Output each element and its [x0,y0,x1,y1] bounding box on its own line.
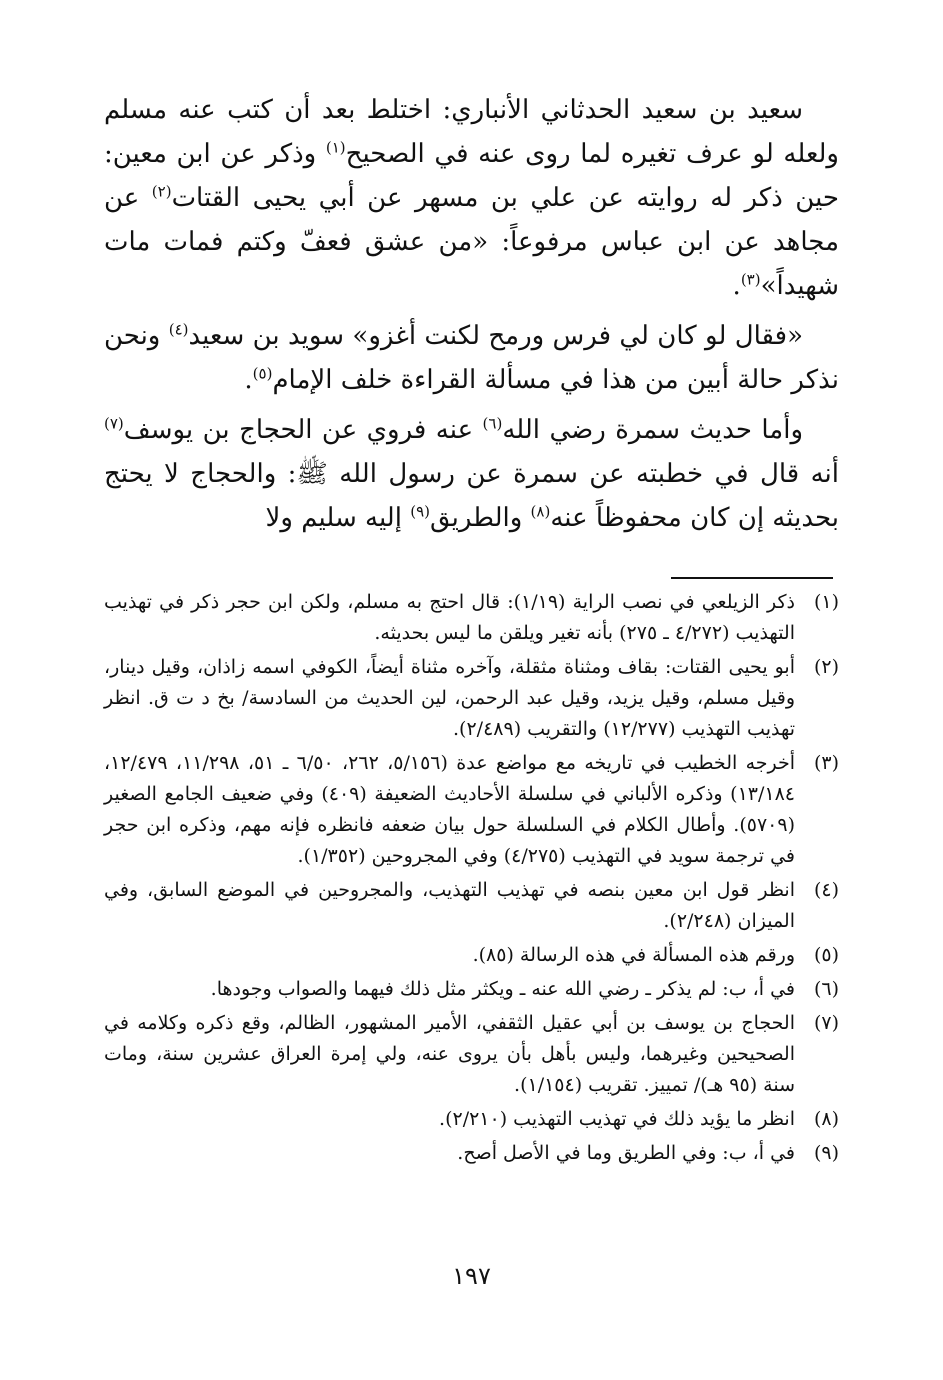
paragraph-2: «فقال لو كان لي فرس ورمح لكنت أغزو» سويد بن سعيد$^{(٤)}$ ونحن نذكر حالة أبين من هذا في مسألة القراءة خلف الإمام$^{(٥)}$. [104,320,839,395]
footnote-9 [104,1138,839,1169]
footnote-8 [104,1104,839,1135]
footnote-1 [104,587,839,649]
footnote-number: (٣) [813,752,839,774]
footnote-text: ورقم هذه المسألة في هذه الرسالة (٨٥). [472,944,795,966]
footnote-text: أبو يحيى القتات: بقاف ومثناة مثقلة، وآخره مثناة أيضاً، الكوفي اسمه زاذان، وقيل دينار، وقيل مسلم، وقيل يزيد، وقيل عبد الرحمن، لين الحديث من السادسة/ بخ د ت ق. انظر تهذيب التهذيب (١٢/٢٧٧) والتقريب (٢/٤٨٩). [104,656,795,740]
footnote-ref-7: (٧) [104,414,124,433]
paragraph-3: وأما حديث سمرة رضي الله$^{(٦)}$ عنه فروي عن الحجاج بن يوسف$^{(٧)}$ أنه قال في خطبته عن سمرة عن رسول الله ﷺ: والحجاج لا يحتج بحديثه إن كان محفوظاً عنه$^{(٨)}$ والطريق$^{(٩)}$ إليه سليم ولا [104,414,839,533]
footnote-ref-9: (٩) [410,502,430,521]
footnote-number: (٥) [813,944,839,966]
footnotes [104,587,839,1172]
main-text [104,88,839,546]
footnote-ref-6: (٦) [482,414,503,433]
footnote-4 [104,875,839,937]
footnote-text: انظر ما يؤيد ذلك في تهذيب التهذيب (٢/٢١٠). [439,1108,795,1130]
footnote-ref-2: (٢) [151,182,172,201]
footnote-ref-4: (٤) [168,320,189,339]
footnote-ref-1: (١) [325,138,346,157]
footnote-number: (٤) [813,879,839,901]
footnote-separator [671,577,833,579]
footnote-text: في أ، ب: لم يذكر ـ رضي الله عنه ـ ويكثر مثل ذلك فيهما والصواب وجودها. [210,978,795,1000]
footnote-ref-3: (٣) [740,270,761,289]
footnote-ref-5: (٥) [252,364,273,383]
footnote-3 [104,748,839,872]
footnote-number: (١) [813,591,839,613]
page-number: ١٩٧ [452,1262,491,1290]
footnote-text: انظر قول ابن معين بنصه في تهذيب التهذيب، والمجروحين في الموضع السابق، وفي الميزان (٢/٢٤٨). [104,879,795,932]
footnote-text: أخرجه الخطيب في تاريخه مع مواضع عدة (٥/١٥٦، ٢٦٢، ٦/٥٠ ـ ٥١، ١١/٢٩٨، ١٢/٤٧٩، ١٣/١٨٤) وذكره الألباني في سلسلة الأحاديث الضعيفة (٤٠٩) وفي ضعيف الجامع الصغير (٥٧٠٩). وأطال الكلام في السلسلة حول بيان ضعفه فانظره فإنه مهم، وذكره ابن حجر في ترجمة سويد في التهذيب (٤/٢٧٥) وفي المجروحين (١/٣٥٢). [104,752,796,867]
footnote-ref-8: (٨) [530,502,551,521]
paragraph-1: سعيد بن سعيد الحدثاني الأنباري: اختلط بعد أن كتب عنه مسلم ولعله لو عرف تغيره لما روى عنه في الصحيح$^{(١)}$ وذكر عن ابن معين: حين ذكر له روايته عن علي بن مسهر عن أبي يحيى القتات$^{(٢)}$ عن مجاهد عن ابن عباس مرفوعاً: «من عشق فعفّ وكتم فمات مات شهيداً»$^{(٣)}$. [104,95,840,301]
footnote-text: ذكر الزيلعي في نصب الراية (١/١٩): قال احتج به مسلم، ولكن ابن حجر ذكر في تهذيب التهذيب (٤/٢٧٢ ـ ٢٧٥) بأنه تغير ويلقن ما ليس بحديثه. [104,591,795,644]
footnote-5 [104,940,839,971]
footnote-7 [104,1008,839,1101]
footnote-6 [104,974,839,1005]
footnote-text: في أ، ب: وفي الطريق وما في الأصل أصح. [457,1142,795,1164]
footnote-number: (٧) [813,1012,839,1034]
footnote-number: (٩) [813,1142,839,1164]
footnote-number: (٦) [813,978,839,1000]
footnote-number: (٨) [813,1108,839,1130]
footnote-2 [104,652,839,745]
footnote-number: (٢) [813,656,839,678]
footnote-text: الحجاج بن يوسف بن أبي عقيل الثقفي، الأمير المشهور، الظالم، وقع ذكره وكلامه في الصحيحين وغيرهما، وليس بأهل بأن يروى عنه، ولي إمرة العراق عشرين سنة، ومات سنة (٩٥ هـ)/ تمييز. تقريب (١/١٥٤). [104,1012,795,1096]
